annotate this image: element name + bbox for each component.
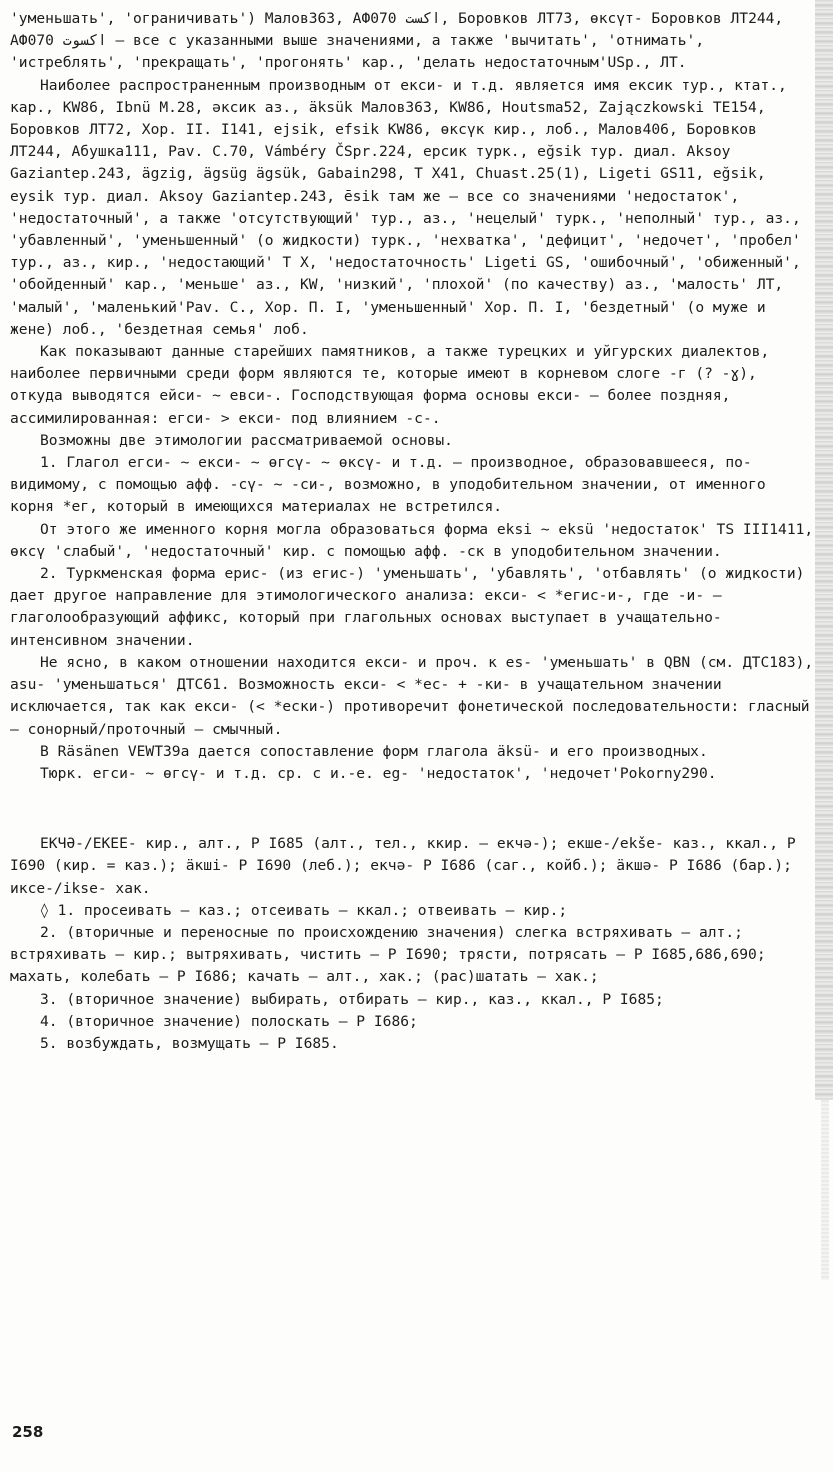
entry-sense-4: 4. (вторичное значение) полоскать – Р I686; <box>40 1012 418 1030</box>
entry-sense-5: 5. возбуждать, возмущать – Р I685. <box>40 1034 339 1052</box>
entry-sense-2: 2. (вторичные и переносные по происхождению значения) слегка встряхивать – алт.; встряхивать – кир.; вытряхивать, чистить – Р I690; трясти, потрясать – Р I685,686,690; махать, колебать – Р I686; качать – алт., хак.; (рас)шатать – хак.; <box>10 923 766 986</box>
paragraph-etymology-2: 2. Туркменская форма ерис- (из егис-) 'уменьшать', 'убавлять', 'отбавлять' (о жидкости) дает другое направление для этимологического анализа: екси- < *егис-и-, где -и- – глаголообразующий аффикс, который при глагольных основах выступает в учащательно-интенсивном значении. <box>10 565 805 649</box>
paragraph-derivatives: Наиболее распространенным производным от екси- и т.д. является имя ексик тур., ктат., кар., KW86, Ibnü M.28, әксик аз., äksük Малов363, KW86, Houtsma52, Zajączkowski TE154, Боровков ЛТ72, Хор. II. I141, ejsik, efsik KW86, өксүк кир., лоб., Малов406, Боровков ЛТ244, Абушка111, Pav. C.70, Vámbéry ČSpr.224, ерсик турк., eğsik тур. диал. Aksoy Gaziantep.243, ägzig, ägsüg ägsük, Gabain298, Т X41, Chuast.25(1), Ligeti GS11, eğsik, eysik тур. диал. Aksoy Gaziantep.243, ēsik там же – все со значениями 'недостаток', 'недостаточный', а также 'отсутствующий' тур., аз., 'нецелый' турк., 'неполный' тур., аз., 'убавленный', 'уменьшенный' (о жидкости) турк., 'нехватка', 'дефицит', 'недочет', 'пробел' тур., аз., кир., 'недостающий' Т X, 'недостаточность' Ligeti GS, 'ошибочный', 'обиженный', 'обойденный' кар., 'меньше' аз., KW, 'низкий', 'плохой' (по качеству) аз., 'малость' ЛТ, 'малый', 'маленький'Pav. C., Хор. П. I, 'уменьшенный' Хор. П. I, 'бездетный' (о муже и жене) лоб., 'бездетная семья' лоб. <box>10 76 801 338</box>
paragraph-two-etymologies: Возможны две этимологии рассматриваемой основы. <box>40 431 453 449</box>
paragraph-oldest-monuments: Как показывают данные старейших памятников, а также турецких и уйгурских диалектов, наиболее первичными среди форм являются те, которые имеют в корневом слоге -г (? -ɣ), откуда выводятся ейси- ~ евси-. Господствующая форма основы екси- – более поздняя, ассимилированная: егси- > екси- под влиянием -с-. <box>10 343 770 427</box>
paragraph-indo-european: Тюрк. егси- ~ өгсү- и т.д. ср. с и.-е. eg- 'недостаток', 'недочет'Pokorny290. <box>40 764 717 782</box>
entry-headline: ЕКЧӘ-/ЕКЕЕ- кир., алт., Р I685 (алт., тел., ккир. – екчә-); екше-/ekše- каз., ккал., Р I690 (кир. = каз.); äкші- Р I690 (леб.); екчә- Р I686 (саг., койб.); äкшә- Р I686 (бар.); иксе-/ikse- хак. <box>10 835 796 897</box>
entry-separator <box>10 785 818 833</box>
paragraph-continuation: 'уменьшать', 'ограничивать') Малов363, АФ070 اكست, Боровков ЛТ73, өксүт- Боровков ЛТ244, АФ070 اكسوت – все с указанными выше значениями, а также 'вычитать', 'отнимать', 'истреблять', 'прекращать', 'прогонять' кар., 'делать недостаточным'USp., ЛТ. <box>10 10 784 72</box>
document-page <box>10 8 818 1055</box>
scan-edge-shadow-lower <box>821 1100 829 1280</box>
paragraph-rasanen: В Räsänen VEWT39a дается сопоставление форм глагола äksü- и его производных. <box>40 742 708 760</box>
paragraph-etymology-1: 1. Глагол егси- ~ екси- ~ өгсү- ~ өксү- и т.д. – производное, образовавшееся, по-видимому, с помощью афф. -сү- ~ -си-, возможно, в уподобительном значении, от именного корня *ег, который в имеющихся материалах не встретился. <box>10 454 766 516</box>
page-number: 258 <box>12 1423 44 1441</box>
paragraph-nominal-root: От этого же именного корня могла образоваться форма eksi ~ eksü 'недостаток' TS III1411, өксү 'слабый', 'недостаточный' кир. с помощью афф. -ск в уподобительном значении. <box>10 520 814 560</box>
paragraph-unclear-relation: Не ясно, в каком отношении находится екси- и проч. к es- 'уменьшать' в QBN (см. ДТС183), asu- 'уменьшаться' ДТС61. Возможность екси- < *ес- + -ки- в учащательном значении исключается, так как екси- (< *ески-) противоречит фонетической последовательности: гласный – сонорный/проточный – смычный. <box>10 653 814 738</box>
entry-sense-3: 3. (вторичное значение) выбирать, отбирать – кир., каз., ккал., Р I685; <box>40 990 664 1008</box>
entry-sense-1: ◊ 1. просеивать – каз.; отсеивать – ккал.; отвеивать – кир.; <box>40 901 568 919</box>
